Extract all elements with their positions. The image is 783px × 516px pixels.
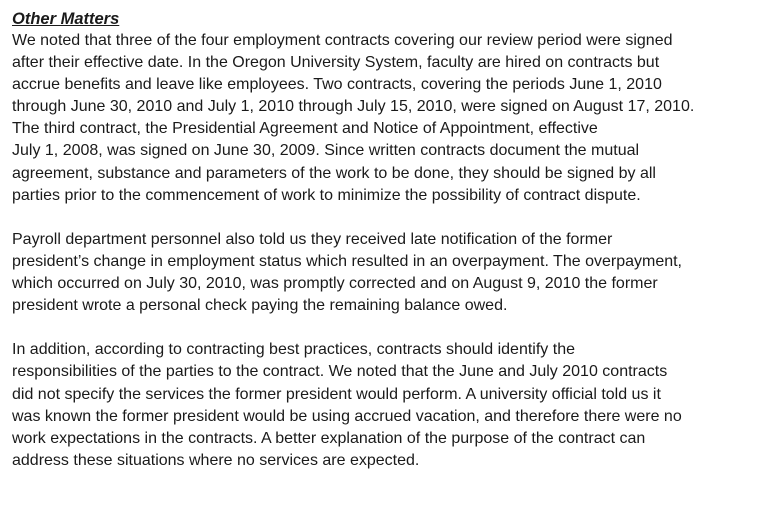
paragraph-line: was known the former president would be using accrued vacation, and therefore there were no: [12, 407, 682, 425]
paragraph-line: after their effective date. In the Oregon University System, faculty are hired on contracts but: [12, 54, 660, 72]
paragraph-line: work expectations in the contracts. A better explanation of the purpose of the contract can: [12, 429, 646, 447]
paragraph-best-practices: [12, 339, 778, 472]
paragraph-line: address these situations where no services are expected.: [12, 451, 420, 469]
paragraph-line: In addition, according to contracting best practices, contracts should identify the: [12, 341, 575, 359]
paragraph-payroll: [12, 229, 778, 317]
paragraph-line: through June 30, 2010 and July 1, 2010 through July 15, 2010, were signed on August 17, 2010.: [12, 98, 695, 116]
paragraph-spacer: [12, 317, 778, 339]
paragraph-line: July 1, 2008, was signed on June 30, 2009. Since written contracts document the mutual: [12, 142, 640, 160]
paragraph-spacer: [12, 207, 778, 229]
paragraph-line: president wrote a personal check paying the remaining balance owed.: [12, 297, 508, 315]
paragraph-contracts: [12, 30, 778, 207]
paragraph-line: Payroll department personnel also told us they received late notification of the former: [12, 230, 613, 248]
paragraph-line: accrue benefits and leave like employees. Two contracts, covering the periods June 1, 2010: [12, 76, 662, 94]
paragraph-line: responsibilities of the parties to the contract. We noted that the June and July 2010 contracts: [12, 363, 668, 381]
document-page: [12, 8, 778, 472]
paragraph-line: The third contract, the Presidential Agreement and Notice of Appointment, effective: [12, 120, 598, 138]
paragraph-line: president’s change in employment status which resulted in an overpayment. The overpayment,: [12, 252, 682, 270]
paragraph-line: We noted that three of the four employment contracts covering our review period were signed: [12, 32, 673, 49]
section-heading: Other Matters: [12, 10, 120, 28]
paragraph-line: which occurred on July 30, 2010, was promptly corrected and on August 9, 2010 the former: [12, 275, 658, 293]
paragraph-line: did not specify the services the former president would perform. A university official told us it: [12, 385, 661, 403]
paragraph-line: parties prior to the commencement of work to minimize the possibility of contract dispute.: [12, 186, 641, 204]
paragraph-line: agreement, substance and parameters of the work to be done, they should be signed by all: [12, 164, 656, 182]
